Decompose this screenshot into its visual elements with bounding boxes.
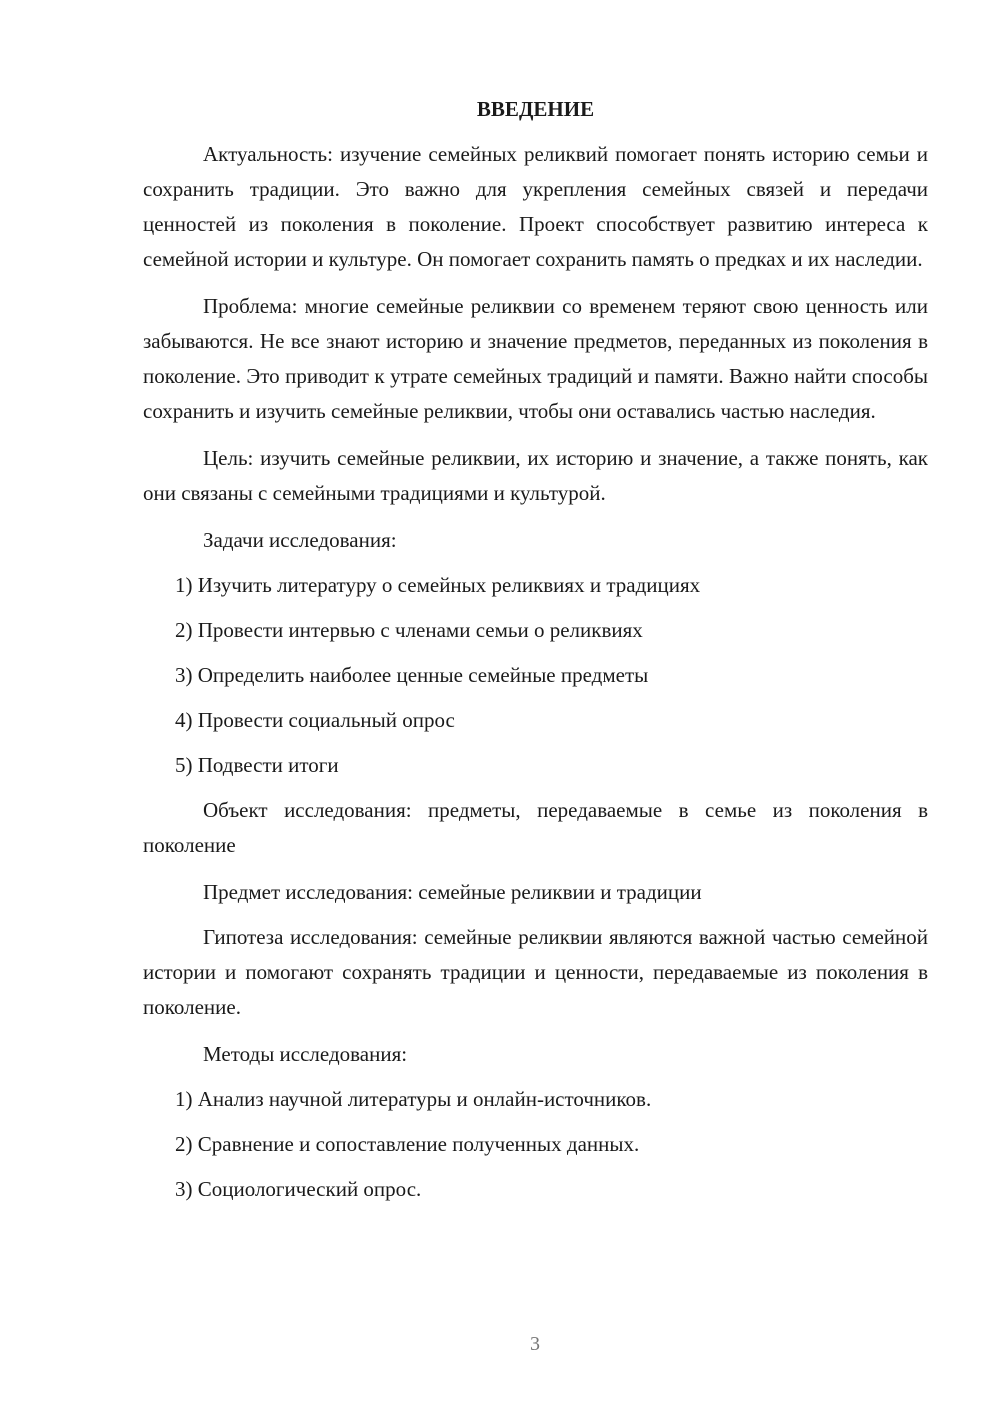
list-item: 5) Подвести итоги <box>175 753 339 777</box>
document-page <box>143 95 928 1217</box>
list-item: 1) Анализ научной литературы и онлайн-источников. <box>175 1087 652 1111</box>
relevance-paragraph: Актуальность: изучение семейных реликвий помогает понять историю семьи и сохранить традиции. Это важно для укрепления семейных связей и передачи ценностей из поколения в поколение. Проект способствует развитию интереса к семейной истории и культуре. Он помогает сохранить память о предках и их наследии. <box>143 142 928 271</box>
subject-paragraph: Предмет исследования: семейные реликвии и традиции <box>203 880 702 904</box>
problem-paragraph: Проблема: многие семейные реликвии со временем теряют свою ценность или забываются. Не все знают историю и значение предметов, переданных из поколения в поколение. Это приводит к утрате семейных традиций и памяти. Важно найти способы сохранить и изучить семейные реликвии, чтобы они оставались частью наследия. <box>143 294 928 423</box>
list-item: 4) Провести социальный опрос <box>175 708 455 732</box>
list-item: 1) Изучить литературу о семейных реликвиях и традициях <box>175 573 701 597</box>
list-item: 2) Провести интервью с членами семьи о реликвиях <box>175 618 643 642</box>
list-item: 3) Социологический опрос. <box>175 1177 422 1201</box>
list-item: 2) Сравнение и сопоставление полученных данных. <box>175 1132 640 1156</box>
methods-list <box>143 1082 928 1207</box>
tasks-title: Задачи исследования: <box>203 528 397 552</box>
methods-title: Методы исследования: <box>203 1042 408 1066</box>
hypothesis-paragraph: Гипотеза исследования: семейные реликвии являются важной частью семейной истории и помогают сохранять традиции и ценности, передаваемые из поколения в поколение. <box>143 925 928 1019</box>
object-paragraph: Объект исследования: предметы, передаваемые в семье из поколения в поколение <box>143 798 928 857</box>
list-item: 3) Определить наиболее ценные семейные предметы <box>175 663 649 687</box>
tasks-list <box>143 568 928 783</box>
goal-paragraph: Цель: изучить семейные реликвии, их историю и значение, а также понять, как они связаны с семейными традициями и культурой. <box>143 446 928 505</box>
page-number: 3 <box>530 1333 540 1355</box>
section-heading: ВВЕДЕНИЕ <box>476 97 595 121</box>
